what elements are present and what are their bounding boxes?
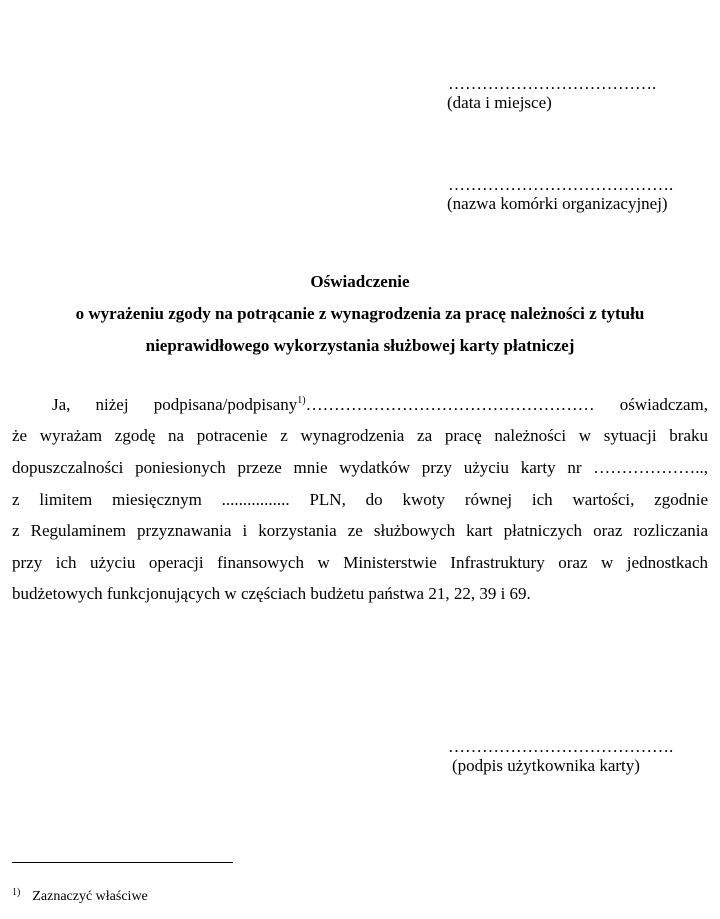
- body-line-2: że wyrażam zgodę na potracenie z wynagrodzenia za pracę należności w sytuacji braku: [12, 426, 708, 445]
- date-place-label: (data i miejsce): [447, 93, 552, 112]
- body-line-5: z Regulaminem przyznawania i korzystania ze służbowych kart płatniczych oraz rozliczania: [12, 521, 708, 540]
- body-line-1-start: Ja, niżej podpisana/podpisany: [52, 395, 298, 414]
- footnote-mark: 1): [12, 887, 21, 898]
- unit-name-dots: ………………………………….: [448, 175, 674, 194]
- document-title: Oświadczenie: [310, 272, 410, 291]
- signature-dots: ………………………………….: [448, 737, 674, 756]
- document-subtitle-line1: o wyrażeniu zgody na potrącanie z wynagrodzenia za pracę należności z tytułu: [75, 304, 645, 323]
- date-place-dots: ……………………………….: [448, 74, 657, 93]
- footnote-divider: [12, 862, 233, 863]
- document-subtitle-line2: nieprawidłowego wykorzystania służbowej karty płatniczej: [145, 336, 575, 355]
- body-line-7: budżetowych funkcjonujących w częściach budżetu państwa 21, 22, 39 i 69.: [12, 584, 531, 603]
- body-line-3: dopuszczalności poniesionych przeze mnie wydatków przy użyciu karty nr ………………..,: [12, 458, 708, 477]
- body-line-1: [52, 395, 708, 415]
- unit-name-label: (nazwa komórki organizacyjnej): [447, 194, 668, 213]
- footnote-reference: 1): [297, 395, 306, 406]
- body-line-6: przy ich użyciu operacji finansowych w Ministerstwie Infrastruktury oraz w jednostkach: [12, 553, 708, 572]
- body-line-4: z limitem miesięcznym ................ PLN, do kwoty równej ich wartości, zgodnie: [12, 490, 708, 509]
- body-line-1-end: …………………………………………… oświadczam,: [305, 395, 708, 414]
- signature-label: (podpis użytkownika karty): [452, 756, 640, 775]
- footnote-text: Zaznaczyć właściwe: [32, 889, 148, 904]
- footnote: [12, 889, 148, 905]
